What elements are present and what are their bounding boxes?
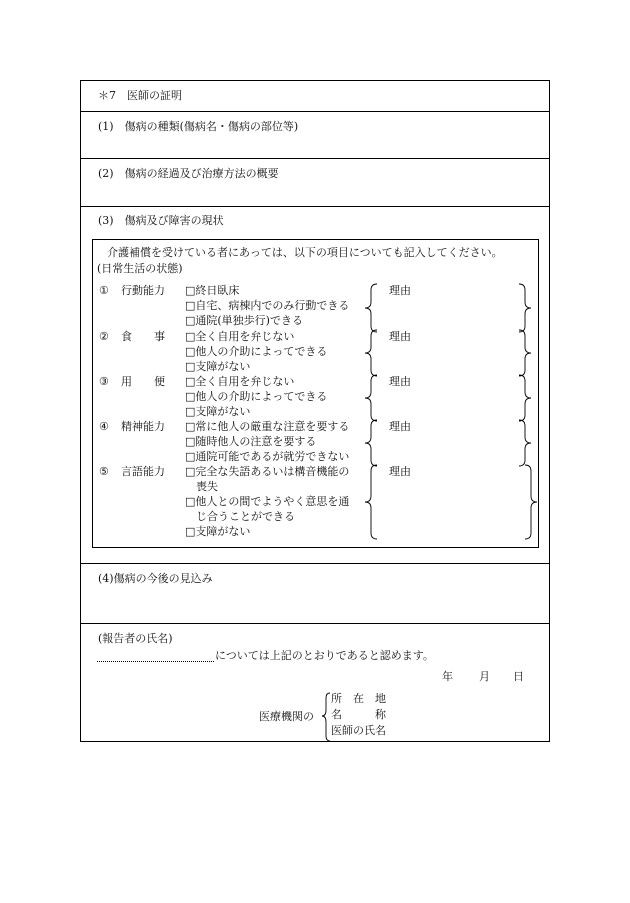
reason-label: 理由 [389, 465, 411, 478]
option-checkbox[interactable]: □全く自用を弁じない [185, 375, 295, 388]
date-day: 日 [513, 670, 524, 683]
option-checkbox[interactable]: □他人の介助によってできる [185, 390, 328, 403]
field-address: 所 在 地 [331, 692, 386, 705]
field-doctor-name: 医師の氏名 [331, 724, 386, 737]
option-checkbox[interactable]: □支障がない [185, 360, 251, 373]
reporter-label: (報告者の氏名) [98, 632, 173, 645]
section-7-title: ＊7 医師の証明 [98, 89, 182, 102]
section-3-current-status: (3) 傷病及び障害の現状 [98, 214, 224, 227]
option-checkbox[interactable]: □終日臥床 [185, 284, 240, 297]
doctor-certificate-form [80, 80, 550, 742]
option-checkbox[interactable]: □随時他人の注意を要する [185, 435, 317, 448]
option-checkbox[interactable]: □通院可能であるが就労できない [185, 450, 350, 463]
option-checkbox[interactable]: □自宅、病棟内でのみ行動できる [185, 299, 350, 312]
row-label-mobility: 行動能力 [121, 284, 165, 297]
institution-label: 医療機関の [259, 710, 314, 723]
option-checkbox[interactable]: □完全な失語あるいは構音機能の [185, 465, 350, 478]
divider [81, 158, 549, 159]
divider [81, 206, 549, 207]
option-continuation: じ合うことができる [185, 510, 295, 523]
option-checkbox[interactable]: □常に他人の厳重な注意を要する [185, 420, 350, 433]
row-label-eating: 食 事 [121, 330, 165, 343]
field-name: 名 称 [331, 708, 386, 721]
section-4-prognosis: (4)傷病の今後の見込み [98, 572, 213, 585]
reason-label: 理由 [389, 330, 411, 343]
reason-brackets [93, 240, 540, 549]
row-label-mental: 精神能力 [121, 420, 165, 433]
certify-statement: については上記のとおりであると認めます。 [215, 649, 434, 662]
row-number: ③ [99, 375, 109, 388]
reporter-name-line[interactable] [97, 661, 214, 662]
section-2-treatment-summary: (2) 傷病の経過及び治療方法の概要 [98, 167, 279, 180]
row-label-speech: 言語能力 [121, 465, 165, 478]
date-year: 年 [442, 670, 453, 683]
option-checkbox[interactable]: □通院(単独歩行)できる [185, 314, 303, 327]
divider [81, 111, 549, 112]
reason-label: 理由 [389, 420, 411, 433]
divider [81, 623, 549, 624]
row-number: ① [99, 284, 109, 297]
section-1-injury-type: (1) 傷病の種類(傷病名・傷病の部位等) [98, 120, 299, 133]
date-month: 月 [479, 670, 490, 683]
option-continuation: 喪失 [185, 480, 218, 493]
option-checkbox[interactable]: □全く自用を弁じない [185, 330, 295, 343]
care-subtitle: (日常生活の状態) [97, 262, 183, 275]
divider [81, 563, 549, 564]
row-number: ⑤ [99, 465, 109, 478]
option-checkbox[interactable]: □他人との間でようやく意思を通 [185, 495, 350, 508]
row-number: ④ [99, 420, 109, 433]
option-checkbox[interactable]: □他人の介助によってできる [185, 345, 328, 358]
reason-label: 理由 [389, 375, 411, 388]
option-checkbox[interactable]: □支障がない [185, 525, 251, 538]
option-checkbox[interactable]: □支障がない [185, 405, 251, 418]
row-number: ② [99, 330, 109, 343]
care-status-box [92, 239, 539, 548]
care-intro: 介護補償を受けている者にあっては、以下の項目についても記入してください。 [107, 246, 503, 259]
reason-label: 理由 [389, 284, 411, 297]
row-label-toileting: 用 便 [121, 375, 165, 388]
